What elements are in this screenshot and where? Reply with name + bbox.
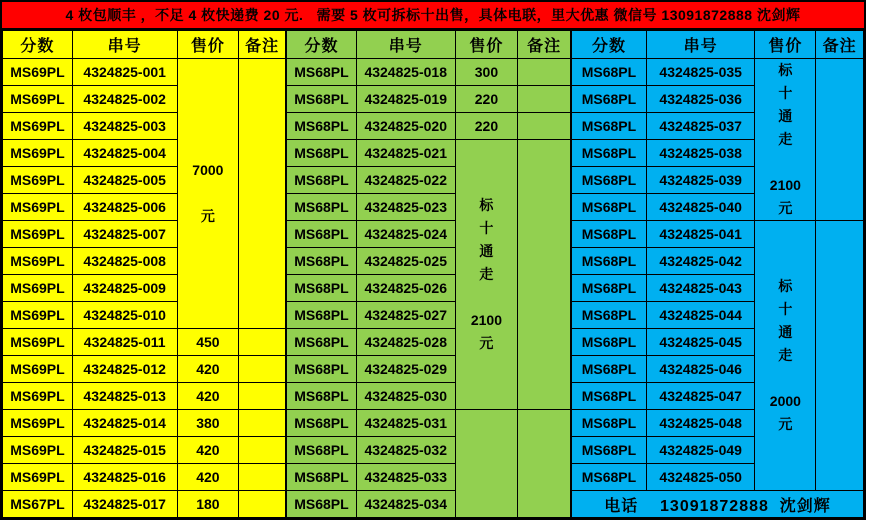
price-line: 十 (479, 220, 494, 236)
score-cell: MS67PL (3, 491, 73, 518)
table-row (3, 491, 286, 518)
col-header: 串号 (646, 31, 755, 59)
serial-cell: 4324825-019 (356, 86, 455, 113)
score-cell: MS69PL (3, 140, 73, 167)
score-cell: MS69PL (3, 464, 73, 491)
score-cell: MS68PL (287, 275, 357, 302)
remark-cell (239, 491, 286, 518)
price-line: 2100 (470, 312, 502, 328)
score-cell: MS68PL (572, 59, 647, 86)
serial-cell: 4324825-006 (72, 194, 177, 221)
serial-cell: 4324825-040 (646, 194, 755, 221)
serial-cell: 4324825-043 (646, 275, 755, 302)
score-cell: MS68PL (572, 437, 647, 464)
remark-cell (518, 59, 571, 86)
price-cell (177, 329, 239, 356)
col-header: 售价 (177, 31, 239, 59)
score-cell: MS69PL (3, 356, 73, 383)
serial-cell: 4324825-011 (72, 329, 177, 356)
price-cell (755, 59, 816, 221)
col-header: 分数 (572, 31, 647, 59)
table-row (3, 329, 286, 356)
serial-cell: 4324825-026 (356, 275, 455, 302)
serial-cell: 4324825-014 (72, 410, 177, 437)
score-cell: MS69PL (3, 437, 73, 464)
price-line: 420 (196, 360, 220, 377)
price-line: 2000 (769, 393, 801, 409)
price-cell (177, 356, 239, 383)
serial-cell: 4324825-039 (646, 167, 755, 194)
col-header: 售价 (755, 31, 816, 59)
score-cell: MS68PL (572, 221, 647, 248)
price-cell (177, 383, 239, 410)
remark-cell (239, 437, 286, 464)
serial-cell: 4324825-037 (646, 113, 755, 140)
price-cell (455, 86, 518, 113)
table-row (287, 140, 571, 167)
serial-cell: 4324825-016 (72, 464, 177, 491)
price-line: 走 (778, 347, 793, 363)
price-cell (455, 140, 518, 410)
contact-cell: 电话 13091872888 沈剑辉 (572, 491, 864, 518)
serial-cell: 4324825-041 (646, 221, 755, 248)
serial-cell: 4324825-008 (72, 248, 177, 275)
serial-cell: 4324825-044 (646, 302, 755, 329)
serial-cell: 4324825-047 (646, 383, 755, 410)
price-cell (177, 437, 239, 464)
price-line: 2100 (769, 177, 801, 193)
col-header: 串号 (356, 31, 455, 59)
header-row (3, 31, 286, 59)
price-line: 标 (778, 62, 793, 78)
serial-cell: 4324825-030 (356, 383, 455, 410)
serial-cell: 4324825-022 (356, 167, 455, 194)
score-cell: MS68PL (572, 410, 647, 437)
score-cell: MS68PL (287, 113, 357, 140)
price-cell (177, 491, 239, 518)
price-line: 300 (474, 63, 499, 80)
banner (2, 2, 864, 30)
score-cell: MS68PL (287, 491, 357, 518)
score-cell: MS69PL (3, 59, 73, 86)
serial-cell: 4324825-003 (72, 113, 177, 140)
serial-cell: 4324825-028 (356, 329, 455, 356)
price-line: 380 (196, 414, 220, 431)
score-cell: MS69PL (3, 167, 73, 194)
header-row (572, 31, 864, 59)
col-header: 分数 (287, 31, 357, 59)
price-line: 元 (778, 416, 793, 432)
price-line (178, 182, 239, 205)
price-cell (177, 59, 239, 329)
serial-cell: 4324825-013 (72, 383, 177, 410)
serial-cell: 4324825-015 (72, 437, 177, 464)
serial-cell: 4324825-005 (72, 167, 177, 194)
price-cell (455, 59, 518, 86)
serial-cell: 4324825-050 (646, 464, 755, 491)
remark-cell (518, 113, 571, 140)
score-cell: MS68PL (572, 140, 647, 167)
score-cell: MS69PL (3, 113, 73, 140)
serial-cell: 4324825-012 (72, 356, 177, 383)
serial-cell: 4324825-009 (72, 275, 177, 302)
score-cell: MS68PL (287, 383, 357, 410)
price-line (755, 367, 815, 390)
score-cell: MS68PL (287, 329, 357, 356)
contact-row (572, 491, 864, 518)
score-cell: MS68PL (572, 302, 647, 329)
price-line: 420 (196, 468, 220, 485)
remark-cell (239, 59, 286, 329)
price-line: 标 (778, 278, 793, 294)
score-cell: MS68PL (572, 113, 647, 140)
price-line: 220 (474, 117, 499, 134)
score-cell: MS68PL (572, 194, 647, 221)
score-cell: MS68PL (287, 356, 357, 383)
serial-cell: 4324825-049 (646, 437, 755, 464)
remark-cell (239, 329, 286, 356)
score-cell: MS69PL (3, 383, 73, 410)
serial-cell: 4324825-042 (646, 248, 755, 275)
score-cell: MS69PL (3, 248, 73, 275)
col-header: 分数 (3, 31, 73, 59)
serial-cell: 4324825-048 (646, 410, 755, 437)
table-row (3, 383, 286, 410)
table-row (287, 113, 571, 140)
score-cell: MS68PL (287, 221, 357, 248)
serial-cell: 4324825-038 (646, 140, 755, 167)
price-line: 通 (479, 243, 494, 259)
serial-cell: 4324825-035 (646, 59, 755, 86)
score-cell: MS68PL (572, 329, 647, 356)
score-cell: MS69PL (3, 329, 73, 356)
score-cell: MS68PL (572, 275, 647, 302)
price-line: 元 (479, 335, 494, 351)
price-line: 7000 (192, 162, 224, 178)
table-row (3, 437, 286, 464)
price-line: 220 (474, 90, 499, 107)
price-line: 420 (196, 441, 220, 458)
table-row (3, 356, 286, 383)
price-line: 走 (479, 266, 494, 282)
serial-cell: 4324825-033 (356, 464, 455, 491)
serial-cell: 4324825-031 (356, 410, 455, 437)
score-cell: MS68PL (572, 86, 647, 113)
score-cell: MS68PL (572, 167, 647, 194)
score-cell: MS68PL (287, 86, 357, 113)
price-line: 元 (778, 200, 793, 216)
serial-cell: 4324825-002 (72, 86, 177, 113)
remark-cell (816, 59, 864, 221)
serial-cell: 4324825-021 (356, 140, 455, 167)
score-cell: MS68PL (572, 356, 647, 383)
serial-cell: 4324825-045 (646, 329, 755, 356)
col-header: 备注 (518, 31, 571, 59)
table-row (572, 221, 864, 248)
col-header: 备注 (239, 31, 286, 59)
price-line: 走 (778, 131, 793, 147)
price-cell (455, 410, 518, 518)
price-table-2 (571, 30, 864, 518)
score-cell: MS69PL (3, 194, 73, 221)
score-cell: MS68PL (287, 167, 357, 194)
serial-cell: 4324825-018 (356, 59, 455, 86)
serial-cell: 4324825-024 (356, 221, 455, 248)
score-cell: MS68PL (572, 464, 647, 491)
score-cell: MS69PL (3, 410, 73, 437)
price-line: 180 (196, 495, 220, 512)
header-row (287, 31, 571, 59)
remark-cell (239, 356, 286, 383)
serial-cell: 4324825-001 (72, 59, 177, 86)
score-cell: MS69PL (3, 275, 73, 302)
price-line: 十 (778, 301, 793, 317)
score-cell: MS68PL (572, 248, 647, 275)
serial-cell: 4324825-046 (646, 356, 755, 383)
score-cell: MS68PL (287, 302, 357, 329)
table-row (3, 410, 286, 437)
price-cell (455, 113, 518, 140)
price-line: 十 (778, 85, 793, 101)
table-groups (2, 30, 864, 518)
price-table-0 (2, 30, 286, 518)
serial-cell: 4324825-017 (72, 491, 177, 518)
score-cell: MS68PL (287, 437, 357, 464)
table-row (572, 59, 864, 86)
score-cell: MS68PL (287, 194, 357, 221)
serial-cell: 4324825-020 (356, 113, 455, 140)
score-cell: MS69PL (3, 302, 73, 329)
price-line: 通 (778, 324, 793, 340)
score-cell: MS69PL (3, 221, 73, 248)
price-line: 通 (778, 108, 793, 124)
score-cell: MS68PL (287, 410, 357, 437)
serial-cell: 4324825-007 (72, 221, 177, 248)
price-cell (177, 464, 239, 491)
serial-cell: 4324825-025 (356, 248, 455, 275)
serial-cell: 4324825-029 (356, 356, 455, 383)
price-line: 450 (196, 333, 220, 350)
serial-cell: 4324825-004 (72, 140, 177, 167)
price-line: 元 (200, 208, 215, 224)
table-row (3, 464, 286, 491)
serial-cell: 4324825-034 (356, 491, 455, 518)
price-cell (755, 221, 816, 491)
col-header: 售价 (455, 31, 518, 59)
col-header: 备注 (816, 31, 864, 59)
serial-cell: 4324825-010 (72, 302, 177, 329)
remark-cell (816, 221, 864, 491)
price-line: 420 (196, 387, 220, 404)
table-row (3, 59, 286, 86)
table-row (287, 59, 571, 86)
remark-cell (518, 86, 571, 113)
banner-text: 4 枚包顺丰 ，不足 4 枚快递费 20 元. 需要 5 枚可拆标十出售，具体电联，里大优惠 微信号 13091872888 沈剑辉 (65, 7, 801, 23)
table-row (287, 410, 571, 437)
price-line: 标 (479, 197, 494, 213)
price-line (755, 151, 815, 174)
remark-cell (518, 140, 571, 410)
price-line (456, 286, 518, 309)
score-cell: MS68PL (572, 383, 647, 410)
col-header: 串号 (72, 31, 177, 59)
remark-cell (239, 464, 286, 491)
serial-cell: 4324825-036 (646, 86, 755, 113)
score-cell: MS68PL (287, 464, 357, 491)
score-cell: MS68PL (287, 248, 357, 275)
score-cell: MS69PL (3, 86, 73, 113)
serial-cell: 4324825-032 (356, 437, 455, 464)
score-cell: MS68PL (287, 140, 357, 167)
remark-cell (518, 410, 571, 518)
table-row (287, 86, 571, 113)
serial-cell: 4324825-027 (356, 302, 455, 329)
price-table-1 (286, 30, 571, 518)
remark-cell (239, 410, 286, 437)
remark-cell (239, 383, 286, 410)
serial-cell: 4324825-023 (356, 194, 455, 221)
score-cell: MS68PL (287, 59, 357, 86)
price-cell (177, 410, 239, 437)
